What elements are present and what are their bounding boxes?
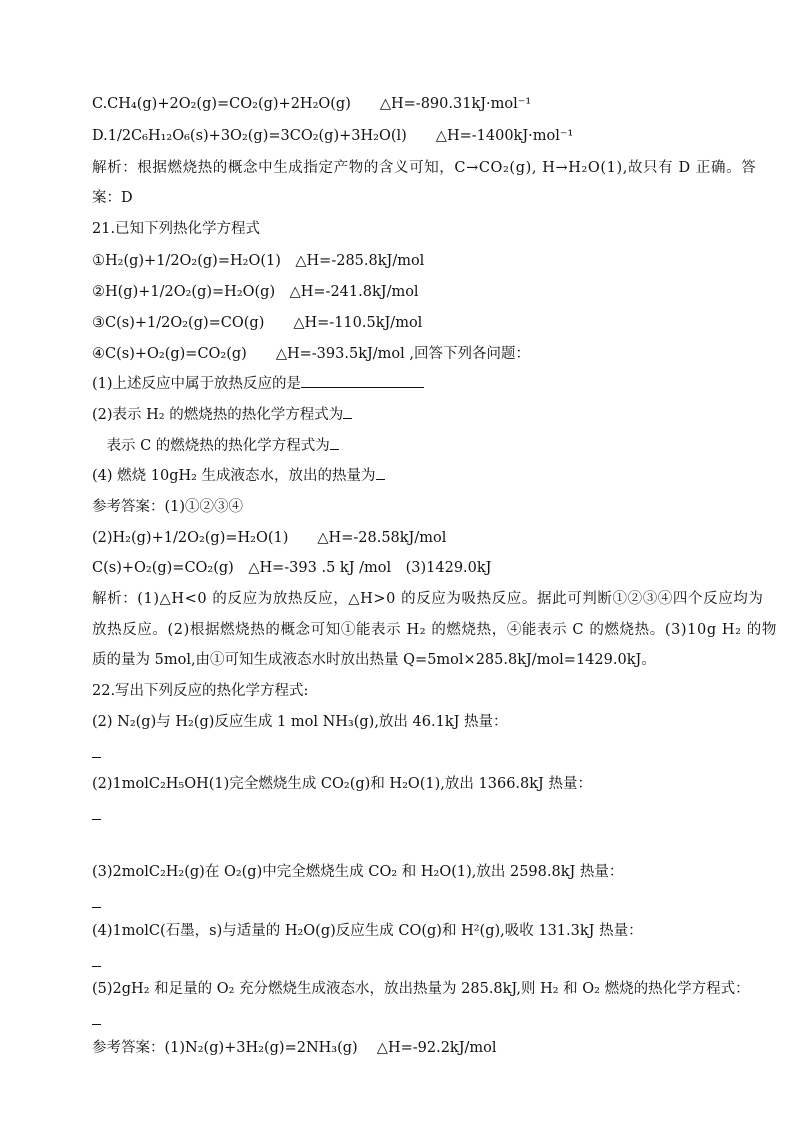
equation-3: ③C(s)+1/2O₂(g)=CO(g) △H=-110.5kJ/mol xyxy=(92,315,423,331)
answer-blank xyxy=(92,1012,101,1030)
equation-4: ④C(s)+O₂(g)=CO₂(g) △H=-393.5kJ/mol ,回答下列各问题： xyxy=(92,346,531,362)
question-22-part-2: (2)1molC₂H₅OH(1)完全燃烧生成 CO₂(g)和 H₂O(1),放出 1366.8kJ 热量： xyxy=(92,776,592,792)
sub-question-2: (2)表示 H₂ 的燃烧热的热化学方程式为 xyxy=(92,406,352,424)
equation-2: ②H(g)+1/2O₂(g)=H₂O(g) △H=-241.8kJ/mol xyxy=(92,284,419,300)
answer-blank xyxy=(92,954,101,972)
answer-blank xyxy=(92,895,101,913)
equation-1: ①H₂(g)+1/2O₂(g)=H₂O(1) △H=-285.8kJ/mol xyxy=(92,253,425,269)
explanation-21-line-3: 质的量为 5mol,由①可知生成液态水时放出热量 Q=5mol×285.8kJ/mol=1429.0kJ。 xyxy=(92,652,656,668)
question-22-part-5: (5)2gH₂ 和足量的 O₂ 充分燃烧生成液态水，放出热量为 285.8kJ,则 H₂ 和 O₂ 燃烧的热化学方程式： xyxy=(92,981,750,997)
question-22-part-3: (3)2molC₂H₂(g)在 O₂(g)中完全燃烧生成 CO₂ 和 H₂O(1),放出 2598.8kJ 热量： xyxy=(92,864,624,880)
option-d: D.1/2C₆H₁₂O₆(s)+3O₂(g)=3CO₂(g)+3H₂O(l) △H=-1400kJ·mol⁻¹ xyxy=(92,128,574,144)
sub-question-4: (4) 燃烧 10gH₂ 生成液态水，放出的热量为 xyxy=(92,467,385,485)
question-22-part-1: (2) N₂(g)与 H₂(g)反应生成 1 mol NH₃(g),放出 46.1kJ 热量： xyxy=(92,714,508,730)
sub-question-1: (1)上述反应中属于放热反应的是 xyxy=(92,375,424,393)
explanation-21-line-2: 放热反应。(2)根据燃烧热的概念可知①能表示 H₂ 的燃烧热，④能表示 C 的燃烧热。(3)10g H₂ 的物 xyxy=(92,622,777,638)
question-22-part-4: (4)1molC(石墨，s)与适量的 H₂O(g)反应生成 CO(g)和 H²(g),吸收 131.3kJ 热量： xyxy=(92,923,643,939)
answer-blank xyxy=(330,437,339,450)
reference-answer-21: 参考答案：(1)①②③④ xyxy=(92,499,244,515)
explanation-21-line-1: 解析：(1)△H<0 的反应为放热反应，△H>0 的反应为吸热反应。据此可判断①②③④四个反应均为 xyxy=(92,591,764,607)
answer-blank xyxy=(92,807,101,825)
answer-equation-c: C(s)+O₂(g)=CO₂(g) △H=-393 .5 kJ /mol (3)1429.0kJ xyxy=(92,560,492,576)
question-21-title: 21.已知下列热化学方程式 xyxy=(92,221,261,237)
answer-line: 案：D xyxy=(92,190,133,206)
reference-answer-22: 参考答案：(1)N₂(g)+3H₂(g)=2NH₃(g) △H=-92.2kJ/mol xyxy=(92,1040,497,1056)
answer-blank xyxy=(343,406,352,419)
answer-blank xyxy=(376,467,385,480)
answer-blank xyxy=(301,375,424,388)
sub-question-2b: 表示 C 的燃烧热的热化学方程式为 xyxy=(92,437,339,455)
question-22-title: 22.写出下列反应的热化学方程式: xyxy=(92,683,309,699)
answer-equation-h2: (2)H₂(g)+1/2O₂(g)=H₂O(1) △H=-28.58kJ/mol xyxy=(92,530,447,546)
answer-blank xyxy=(92,745,101,763)
option-c: C.CH₄(g)+2O₂(g)=CO₂(g)+2H₂O(g) △H=-890.31kJ·mol⁻¹ xyxy=(92,96,532,112)
explanation-line: 解析：根据燃烧热的概念中生成指定产物的含义可知，C→CO₂(g), H→H₂O(1),故只有 D 正确。答 xyxy=(92,160,757,176)
